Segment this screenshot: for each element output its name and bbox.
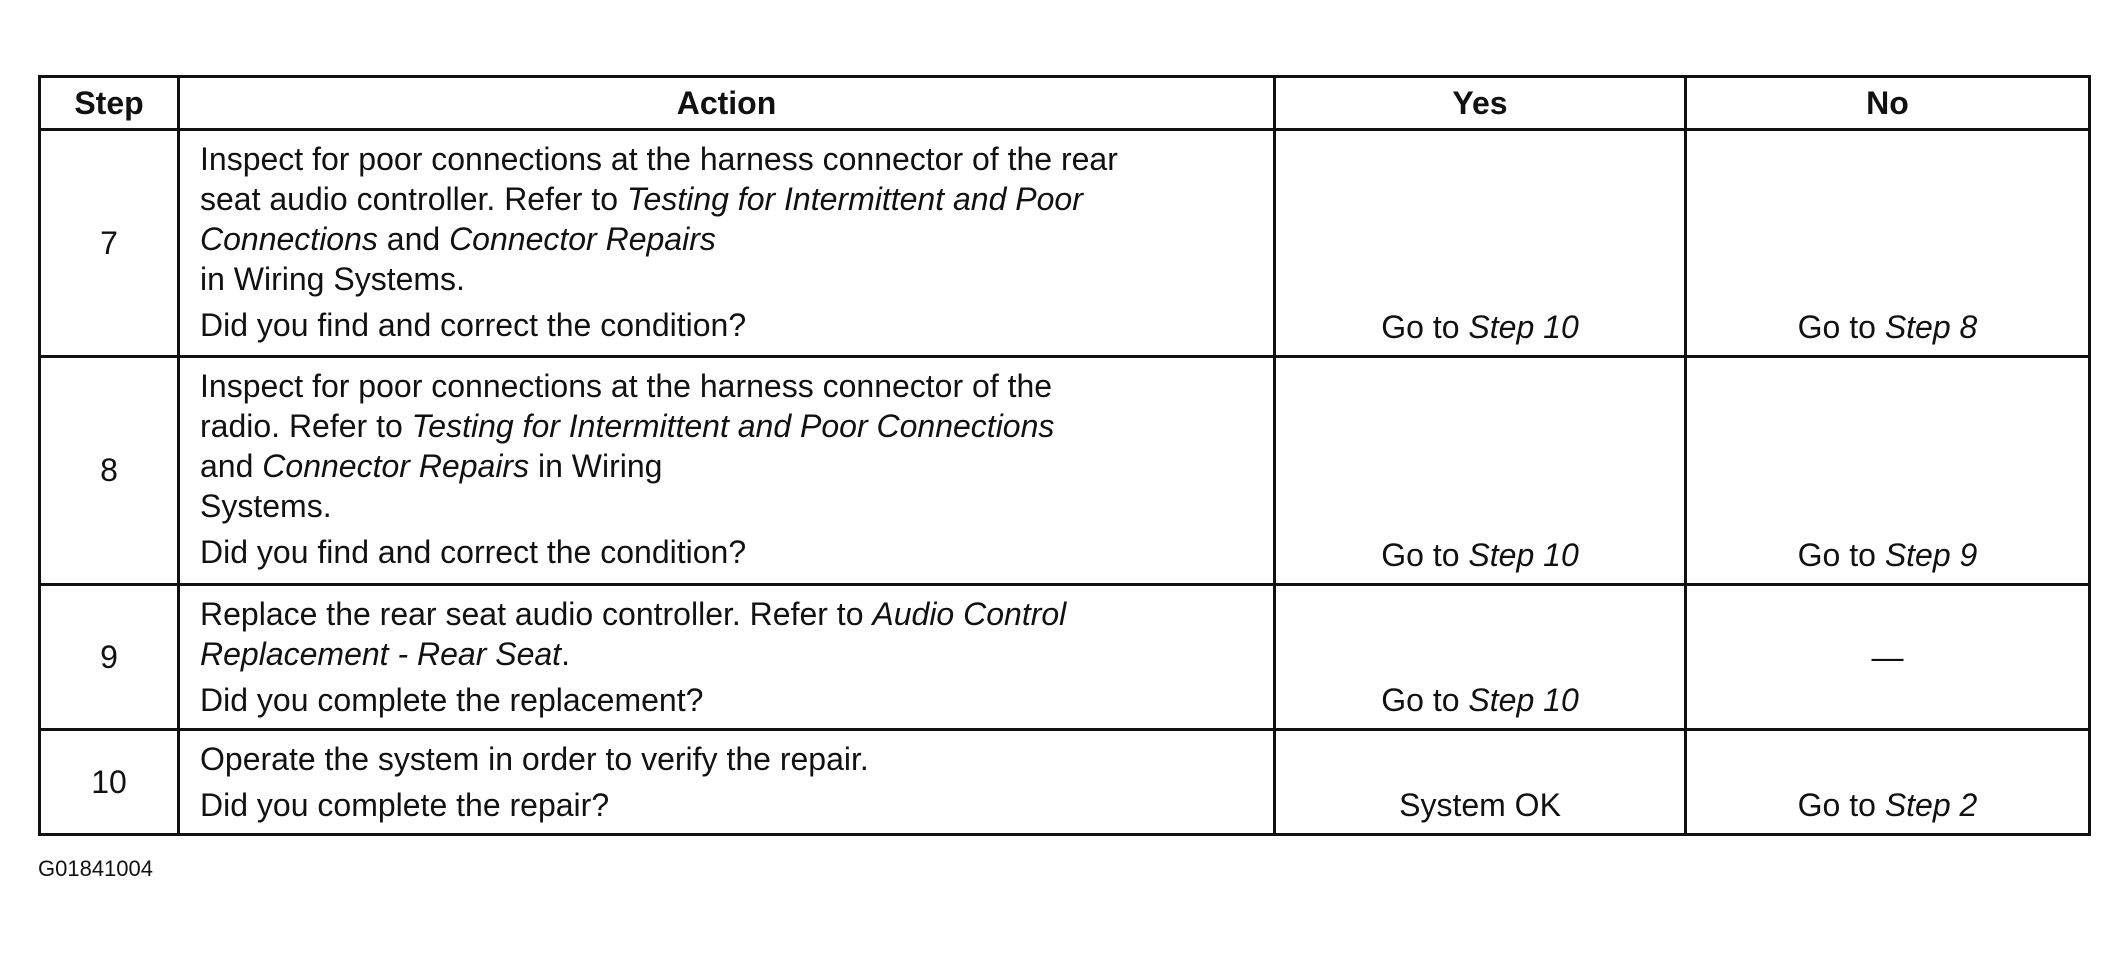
action-line [200,594,1273,634]
table-row [40,357,2090,585]
action-line [200,179,1273,219]
action-reference: Testing for Intermittent and Poor Connections [411,408,1055,444]
step-number: 9 [40,585,179,730]
no-text: — [1871,639,1904,675]
action-line [200,446,1273,486]
action-text: radio. Refer to [200,408,412,444]
action-question: Did you find and correct the condition? [200,534,747,570]
action-reference: Connector Repairs [262,448,530,484]
yes-text: Go to [1381,537,1469,573]
yes-text: Go to [1381,309,1469,345]
step-number: 8 [40,357,179,585]
yes-reference: Step 10 [1468,309,1579,345]
action-reference: Connector Repairs [449,221,716,257]
header-yes: Yes [1275,77,1686,130]
action-text: in Wiring Systems. [200,261,465,297]
action-cell [179,130,1275,357]
yes-text: Go to [1381,682,1469,718]
action-text: Systems. [200,488,332,524]
action-reference: Testing for Intermittent and Poor [626,181,1083,217]
action-question: Did you complete the repair? [200,787,610,823]
action-text: Inspect for poor connections at the harness connector of the [200,368,1053,404]
figure-code: G01841004 [38,856,153,881]
action-line [200,739,1273,779]
yes-result [1275,357,1686,585]
action-cell [179,357,1275,585]
no-result [1686,357,2090,585]
diagnostic-steps-table [38,75,2091,836]
action-line [200,259,1273,299]
action-reference: Replacement - Rear Seat [200,636,562,672]
action-line [200,406,1273,446]
action-line [200,366,1273,406]
action-line [200,634,1273,674]
action-line [200,139,1273,179]
header-step: Step [40,77,179,130]
step-number: 10 [40,730,179,835]
yes-reference: Step 10 [1468,682,1579,718]
action-line [200,219,1273,259]
header-no: No [1686,77,2090,130]
no-reference: Step 2 [1884,787,1978,823]
action-text: seat audio controller. Refer to [200,181,627,217]
table-header-row [40,77,2090,130]
yes-reference: Step 10 [1468,537,1579,573]
no-text: Go to [1797,309,1885,345]
yes-result [1275,730,1686,835]
action-text: Operate the system in order to verify the repair. [200,741,869,777]
action-cell [179,585,1275,730]
table-row [40,130,2090,357]
table-row [40,585,2090,730]
no-text: Go to [1797,787,1885,823]
yes-result [1275,130,1686,357]
action-reference: Audio Control [872,596,1067,632]
header-action: Action [179,77,1275,130]
action-text: and [200,448,263,484]
table-row [40,730,2090,835]
no-result [1686,130,2090,357]
action-text: and [377,221,450,257]
yes-result [1275,585,1686,730]
no-result [1686,585,2090,730]
action-text: in Wiring [529,448,663,484]
step-number: 7 [40,130,179,357]
yes-text: System OK [1399,787,1561,823]
no-result [1686,730,2090,835]
action-text: . [561,636,570,672]
no-reference: Step 8 [1884,309,1978,345]
action-line [200,486,1273,526]
action-text: Inspect for poor connections at the harness connector of the rear [200,141,1118,177]
action-question: Did you complete the replacement? [200,682,704,718]
action-reference: Connections [200,221,378,257]
no-reference: Step 9 [1884,537,1978,573]
no-text: Go to [1797,537,1885,573]
action-cell [179,730,1275,835]
action-question: Did you find and correct the condition? [200,307,747,343]
action-text: Replace the rear seat audio controller. Refer to [200,596,873,632]
